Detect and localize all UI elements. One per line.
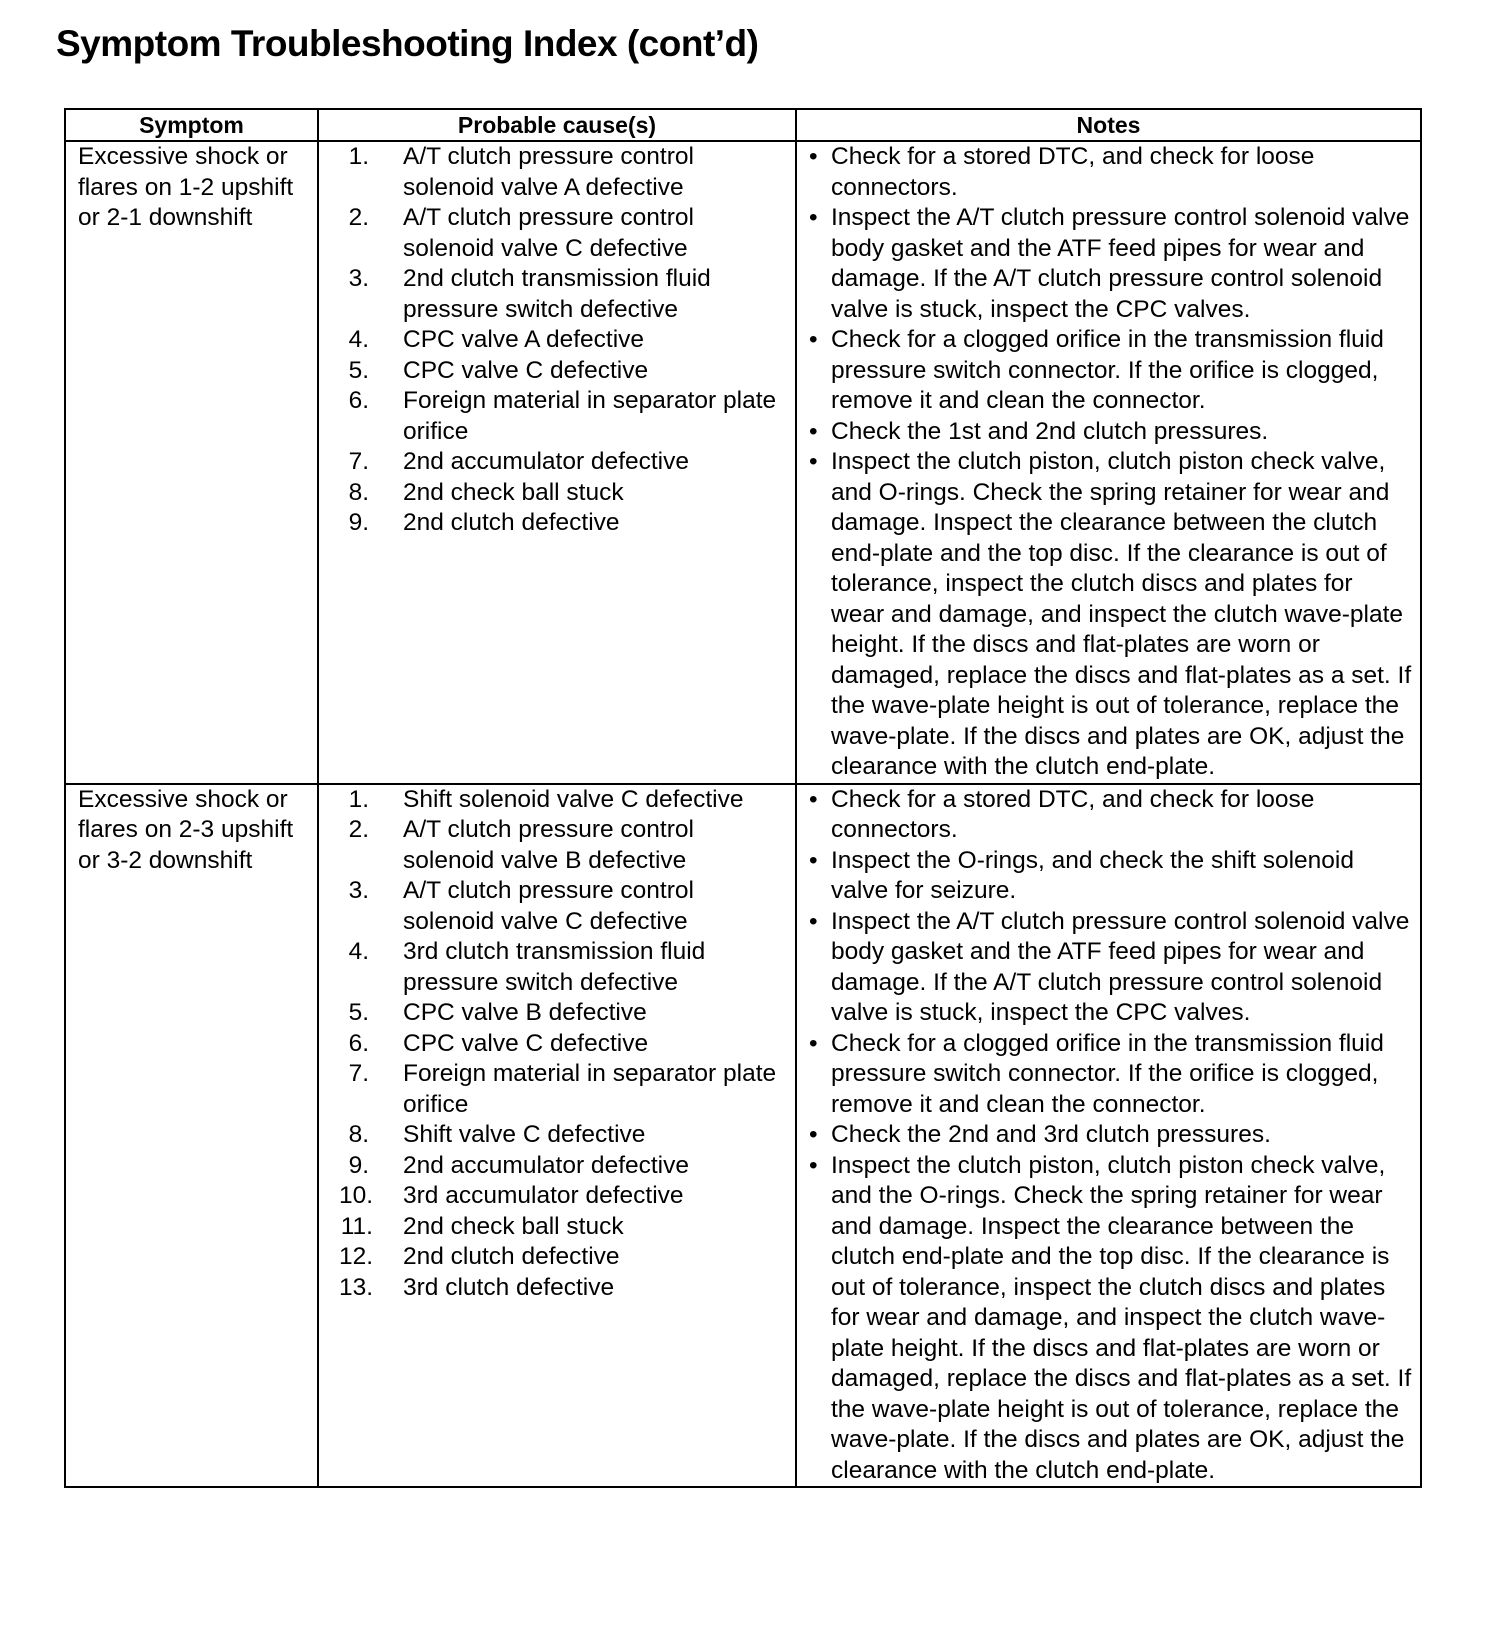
cause-item — [319, 203, 789, 264]
bullet-icon: • — [809, 417, 818, 445]
table-row — [65, 141, 1421, 784]
note-text: Check the 2nd and 3rd clutch pressures. — [831, 1121, 1271, 1148]
cause-number: 13. — [338, 1273, 373, 1301]
cause-text: 2nd accumulator defective — [403, 1151, 689, 1179]
note-text: Check for a clogged orifice in the transmission fluid pressure switch connector. If the orifice is clogged, remove it and clean the connector. — [831, 1029, 1384, 1118]
note-text: Inspect the A/T clutch pressure control solenoid valve body gasket and the ATF feed pipes for wear and damage. If the A/T clutch pressure control solenoid valve is stuck, inspect the CPC valves. — [831, 907, 1410, 1026]
note-item — [809, 142, 1412, 203]
note-text: Inspect the clutch piston, clutch piston check valve, and the O-rings. Check the spring retainer for wear and damage. Inspect the clearance between the clutch end-plate and the top disc. If the clearance is out of tolerance, inspect the clutch discs and plates for wear and damage, and inspect the clutch wave-plate height. If the discs and flat-plates are worn or damaged, replace the discs and flat-plates as a set. If the wave-plate height is out of tolerance, replace the wave-plate. If the discs and plates are OK, adjust the clearance with the clutch end-plate. — [831, 1151, 1412, 1484]
cause-item — [319, 815, 789, 876]
note-item — [809, 846, 1412, 907]
troubleshooting-table — [64, 108, 1422, 1488]
cause-text: Shift valve C defective — [403, 1121, 646, 1148]
cause-text: A/T clutch pressure control solenoid valve B defective — [403, 816, 694, 874]
cause-text: 2nd accumulator defective — [403, 448, 689, 475]
causes-cell — [318, 784, 796, 1488]
cause-number: 9. — [348, 1151, 369, 1179]
note-item — [809, 785, 1412, 846]
cause-item — [319, 1242, 789, 1273]
cause-number: 7. — [348, 1060, 369, 1087]
note-item — [809, 447, 1412, 783]
page-title: Symptom Troubleshooting Index (cont’d) — [56, 23, 759, 64]
cause-text: CPC valve A defective — [403, 326, 645, 353]
cause-text: 3rd clutch defective — [403, 1273, 615, 1301]
cause-number: 1. — [348, 143, 369, 170]
table-row — [65, 784, 1421, 1488]
cause-text: Shift solenoid valve C defective — [403, 785, 744, 813]
note-item — [809, 1120, 1412, 1151]
cause-item — [319, 998, 789, 1029]
note-item — [809, 417, 1412, 448]
cause-item — [319, 1151, 789, 1182]
cause-list — [319, 142, 795, 539]
cause-item — [319, 1181, 789, 1212]
bullet-icon: • — [809, 204, 818, 231]
cause-item — [319, 142, 789, 203]
header-causes: Probable cause(s) — [318, 109, 796, 141]
cause-item — [319, 1273, 789, 1304]
cause-text: A/T clutch pressure control solenoid valve C defective — [403, 204, 694, 262]
notes-list — [797, 142, 1420, 783]
cause-text: 2nd clutch defective — [403, 509, 620, 536]
header-notes: Notes — [796, 109, 1421, 141]
cause-item — [319, 1059, 789, 1120]
notes-list — [797, 785, 1420, 1487]
bullet-icon: • — [809, 907, 818, 935]
cause-number: 4. — [348, 326, 369, 353]
note-item — [809, 203, 1412, 325]
cause-text: CPC valve C defective — [403, 356, 649, 384]
bullet-icon: • — [809, 448, 818, 475]
cause-number: 2. — [348, 816, 369, 843]
cause-number: 3. — [348, 877, 369, 904]
cause-number: 4. — [348, 938, 369, 965]
table-header-row — [65, 109, 1421, 141]
cause-list — [319, 785, 795, 1304]
note-text: Check for a clogged orifice in the transmission fluid pressure switch connector. If the orifice is clogged, remove it and clean the connector. — [831, 326, 1384, 414]
cause-number: 10. — [338, 1182, 373, 1209]
cause-item — [319, 937, 789, 998]
cause-number: 8. — [348, 1121, 369, 1148]
cause-number: 5. — [348, 999, 369, 1026]
cause-item — [319, 785, 789, 816]
cause-number: 6. — [348, 387, 369, 414]
cause-number: 8. — [348, 478, 369, 506]
cause-number: 2. — [348, 204, 369, 231]
notes-cell — [796, 784, 1421, 1488]
cause-number: 7. — [348, 448, 369, 475]
note-text: Check the 1st and 2nd clutch pressures. — [831, 417, 1269, 445]
cause-item — [319, 264, 789, 325]
note-item — [809, 325, 1412, 417]
cause-number: 1. — [348, 785, 369, 813]
cause-text: Foreign material in separator plate orifice — [403, 1060, 777, 1118]
cause-text: 2nd check ball stuck — [403, 1212, 624, 1240]
note-item — [809, 1029, 1412, 1121]
cause-number: 11. — [340, 1212, 373, 1240]
cause-text: 2nd clutch transmission fluid pressure switch defective — [403, 265, 711, 323]
cause-text: 2nd check ball stuck — [403, 478, 624, 506]
bullet-icon: • — [809, 1151, 818, 1179]
cause-number: 5. — [348, 356, 369, 384]
cause-item — [319, 1029, 789, 1060]
cause-number: 3. — [348, 265, 369, 292]
cause-text: 3rd accumulator defective — [403, 1182, 684, 1209]
note-item — [809, 907, 1412, 1029]
symptom-cell: Excessive shock or flares on 2-3 upshift or 3-2 downshift — [65, 784, 318, 1488]
cause-item — [319, 876, 789, 937]
cause-text: A/T clutch pressure control solenoid valve C defective — [403, 877, 694, 935]
note-text: Check for a stored DTC, and check for loose connectors. — [831, 785, 1315, 843]
cause-item — [319, 386, 789, 447]
cause-text: 3rd clutch transmission fluid pressure switch defective — [403, 938, 706, 996]
cause-item — [319, 1120, 789, 1151]
note-text: Inspect the O-rings, and check the shift solenoid valve for seizure. — [831, 846, 1354, 904]
bullet-icon: • — [809, 143, 818, 170]
note-item — [809, 1151, 1412, 1487]
bullet-icon: • — [809, 785, 818, 813]
cause-item — [319, 508, 789, 539]
notes-cell — [796, 141, 1421, 784]
cause-item — [319, 325, 789, 356]
bullet-icon: • — [809, 1121, 818, 1148]
header-symptom: Symptom — [65, 109, 318, 141]
cause-text: A/T clutch pressure control solenoid valve A defective — [403, 143, 694, 201]
cause-item — [319, 478, 789, 509]
note-text: Inspect the A/T clutch pressure control solenoid valve body gasket and the ATF feed pipes for wear and damage. If the A/T clutch pressure control solenoid valve is stuck, inspect the CPC valves. — [831, 204, 1410, 323]
note-text: Check for a stored DTC, and check for loose connectors. — [831, 143, 1315, 201]
cause-text: 2nd clutch defective — [403, 1243, 620, 1270]
note-text: Inspect the clutch piston, clutch piston check valve, and O-rings. Check the spring retainer for wear and damage. Inspect the clearance between the clutch end-plate and the top disc. If the clearance is out of tolerance, inspect the clutch discs and plates for wear and damage, and inspect the clutch wave-plate height. If the discs and flat-plates are worn or damaged, replace the discs and flat-plates as a set. If the wave-plate height is out of tolerance, replace the wave-plate. If the discs and plates are OK, adjust the clearance with the clutch end-plate. — [831, 448, 1412, 780]
cause-number: 6. — [348, 1029, 369, 1057]
cause-item — [319, 447, 789, 478]
cause-text: CPC valve C defective — [403, 1029, 649, 1057]
bullet-icon: • — [809, 326, 818, 353]
bullet-icon: • — [809, 846, 818, 874]
cause-text: Foreign material in separator plate orifice — [403, 387, 777, 445]
cause-text: CPC valve B defective — [403, 999, 647, 1026]
cause-item — [319, 356, 789, 387]
causes-cell — [318, 141, 796, 784]
cause-number: 9. — [348, 509, 369, 536]
cause-item — [319, 1212, 789, 1243]
cause-number: 12. — [338, 1243, 373, 1270]
bullet-icon: • — [809, 1029, 818, 1057]
symptom-cell: Excessive shock or flares on 1-2 upshift or 2-1 downshift — [65, 141, 318, 784]
